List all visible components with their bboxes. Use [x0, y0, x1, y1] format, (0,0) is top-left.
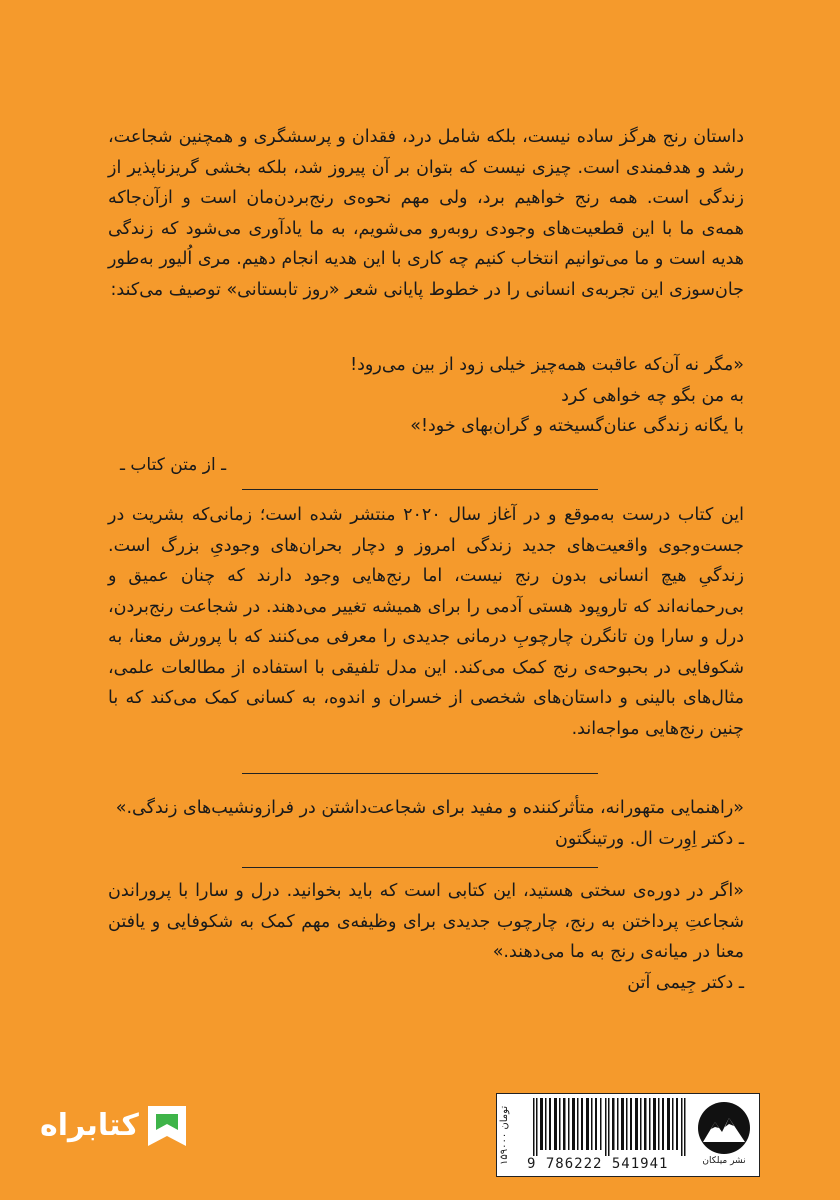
bookmark-icon — [144, 1102, 190, 1154]
barcode-panel — [496, 1093, 760, 1177]
review-quote — [108, 876, 744, 998]
ketabrah-logo — [40, 1102, 190, 1158]
about-paragraph — [108, 500, 744, 744]
poem-line: با یگانه زندگی عنان‌گسیخته و گران‌بهای خود!» — [410, 416, 744, 436]
review-quote — [108, 793, 744, 854]
about-text: این کتاب درست به‌موقع و در آغاز سال ۲۰۲۰ منتشر شده است؛ زمانی‌که بشریت در جست‌وجوی واقعیت‌های جدید زندگی امروز و دچار بحران‌های وجودیِ بزرگ است. زندگیِ هیچ انسانی بدون رنج نیست، اما رنج‌هایی وجود دارند که چنان عمیق و بی‌رحمانه‌اند که تاروپود هستی آدمی را برای همیشه تغییر می‌دهند. در شجاعت رنج‌بردن، درل و سارا ون تانگرن چارچوبِ درمانی جدیدی را معرفی می‌کنند که با پرورش معنا، به شکوفایی در بحبوحه‌ی رنج کمک می‌کند. این مدل تلفیقی با استفاده از مطالعات علمی، مثال‌های بالینی و داستان‌های شخصی از خسران و اندوه، به کسانی کمک می‌کند که با چنین رنج‌هایی مواجه‌اند. — [108, 505, 744, 739]
poem-quote — [108, 350, 744, 442]
review-author: ـ دکتر اِوِرت ال. ورتینگتون — [555, 828, 744, 849]
divider — [242, 489, 598, 490]
price-label: ۱۵۹۰۰۰ تومان — [499, 1105, 510, 1165]
poem-source: ـ از متن کتاب ـ — [120, 455, 227, 475]
review-text: «اگر در دوره‌ی سختی هستید، این کتابی است که باید بخوانید. درل و سارا با پروراندن شجاعتِ پرداختن به رنج، چارچوب جدیدی برای وظیفه‌ی مهم کمک به شکوفایی و یافتن معنا در میانه‌ی رنج به ما می‌دهند.» — [108, 881, 744, 962]
divider — [242, 867, 598, 868]
isbn-number: 9 786222 541941 — [527, 1156, 669, 1172]
intro-text: داستان رنج هرگز ساده نیست، بلکه شامل درد، فقدان و پرسشگری و همچنین شجاعت، رشد و هدفمندی است. چیزی نیست که بتوان بر آن پیروز شد، بلکه بخشی گریزناپذیر از زندگی است. همه رنج خواهیم برد، ولی مهم نحوه‌ی رنج‌بردن‌مان است و ازآن‌جاکه همه‌ی ما با این قطعیت‌های وجودی روبه‌رو می‌شویم، به ما یادآوری می‌شود که زندگی هدیه است و ما می‌توانیم انتخاب کنیم چه کاری با این هدیه انجام دهیم. مری اُلیور به‌طور جان‌سوزی این تجربه‌ی انسانی را در خطوط پایانی شعر «روز تابستانی» توصیف می‌کند: — [108, 127, 744, 300]
review-author: ـ دکتر جِیمی آتن — [627, 972, 744, 993]
publisher-name: نشر میلکان — [702, 1156, 746, 1166]
review-text: «راهنمایی متهورانه، متأثرکننده و مفید برای شجاعت‌داشتن در فرازونشیب‌های زندگی.» — [115, 798, 744, 818]
barcode-icon — [531, 1098, 689, 1156]
poem-line: به من بگو چه خواهی کرد — [561, 385, 744, 406]
brand-name: کتابراه — [40, 1108, 139, 1143]
poem-line: «مگر نه آن‌که عاقبت همه‌چیز خیلی زود از بین می‌رود! — [350, 355, 744, 375]
intro-paragraph — [108, 122, 744, 305]
divider — [242, 773, 598, 774]
